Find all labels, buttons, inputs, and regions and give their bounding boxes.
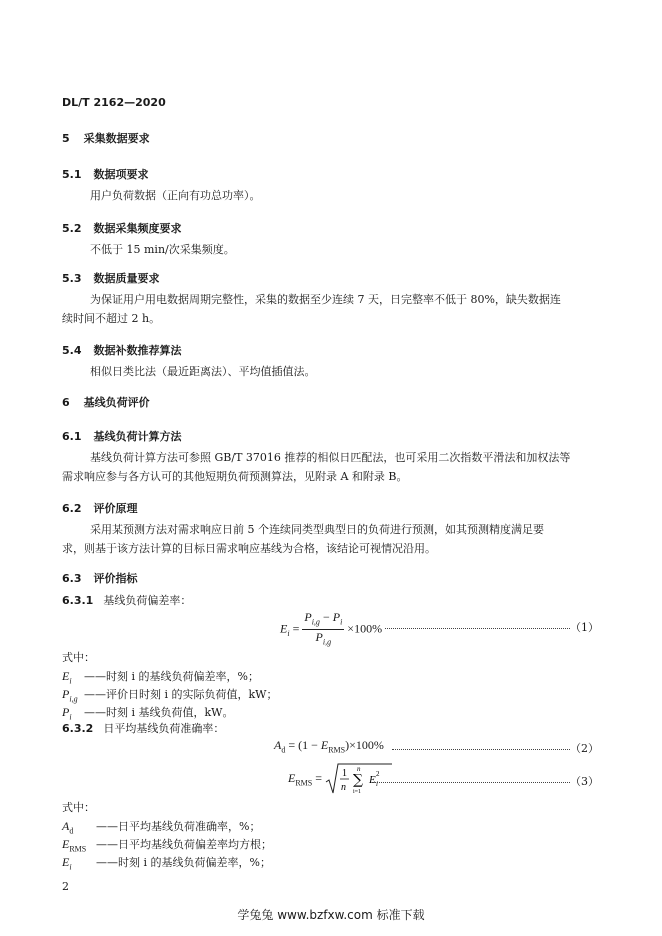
symbol-subscript: RMS — [69, 844, 87, 854]
svg-text:∑: ∑ — [353, 772, 364, 788]
section-number: 5 — [62, 132, 70, 145]
symbol: E — [62, 855, 70, 869]
section-title: 基线负荷计算方法 — [93, 430, 182, 443]
section-5-1-body: 用户负荷数据（正向有功总功率）。 — [90, 189, 261, 202]
section-5-2-heading — [62, 220, 182, 236]
section-number: 5.2 — [62, 222, 82, 235]
section-6-2-body-line1: 采用某预测方法对需求响应日前 5 个连续同类型典型日的负荷进行预测，如其预测精度满足要 — [90, 523, 544, 536]
symbol-description: ——时刻 i 的基线负荷偏差率，%； — [96, 856, 271, 869]
equation-1-label: （1） — [570, 621, 599, 634]
page-number: 2 — [62, 880, 69, 893]
symbol-subscript: i — [69, 676, 72, 686]
svg-text:E: E — [369, 774, 376, 786]
section-6-3-1-heading — [62, 592, 191, 608]
section-5-4-heading — [62, 342, 182, 358]
section-6-1-body-line1: 基线负荷计算方法可参照 GB/T 37016 推荐的相似日匹配法，也可采用二次指数平滑法和加权法等 — [90, 451, 571, 464]
section-title: 基线负荷偏差率： — [103, 594, 192, 607]
symbol: P — [62, 705, 70, 719]
section-title: 采集数据要求 — [83, 132, 150, 145]
section-number: 6.1 — [62, 430, 82, 443]
svg-text:n: n — [341, 782, 347, 793]
section-5-heading — [62, 130, 150, 146]
square-root-symbol — [325, 762, 393, 796]
equation-3-label: （3） — [570, 775, 599, 788]
where-2-item — [62, 852, 271, 877]
symbol-subscript: d — [69, 826, 74, 836]
section-title: 数据采集频度要求 — [93, 222, 182, 235]
symbol-description: ——日平均基线负荷准确率，%； — [96, 820, 261, 833]
section-6-1-heading — [62, 428, 182, 444]
section-title: 基线负荷评价 — [83, 396, 150, 409]
equation-2: $A_d = (1 - E_{RMS})\times 100\%$ — [274, 738, 384, 755]
equation-leader-dots — [372, 782, 570, 783]
section-number: 5.4 — [62, 344, 82, 357]
svg-text:i: i — [376, 780, 378, 788]
section-6-2-body-line2: 求，则基于该方法计算的目标日需求响应基线为合格，该结论可视情况沿用。 — [62, 542, 436, 555]
section-number: 6.3.2 — [62, 722, 94, 735]
footer-watermark: 学兔兔 www.bzfxw.com 标准下载 — [237, 908, 425, 922]
symbol-description: ——时刻 i 的基线负荷偏差率，%； — [84, 670, 259, 683]
where-2-title: 式中： — [62, 801, 95, 814]
section-number: 6.3.1 — [62, 594, 94, 607]
symbol-description: ——日平均基线负荷偏差率均方根； — [96, 838, 272, 851]
symbol: P — [62, 687, 70, 701]
equation-leader-dots — [392, 749, 570, 750]
section-title: 评价原理 — [93, 502, 138, 515]
section-5-2-body: 不低于 15 min/次采集频度。 — [90, 243, 235, 256]
section-number: 5.1 — [62, 168, 82, 181]
section-number: 5.3 — [62, 272, 82, 285]
section-5-3-body-line2: 续时间不超过 2 h。 — [62, 312, 161, 325]
section-title: 数据项要求 — [93, 168, 149, 181]
equation-leader-dots — [385, 628, 570, 629]
section-title: 数据补数推荐算法 — [93, 344, 182, 357]
equation-2-label: （2） — [570, 742, 599, 755]
symbol-subscript: i,g — [69, 694, 78, 704]
symbol: A — [62, 819, 70, 833]
symbol: E — [62, 837, 70, 851]
equation-1: $E_i$ = $\frac{P_{i,g} - P_i}{P_{i,g}}$ ×100% — [280, 610, 383, 647]
section-number: 6 — [62, 396, 70, 409]
symbol-subscript: i — [69, 862, 72, 872]
standard-number: DL/T 2162—2020 — [62, 96, 166, 109]
section-5-4-body: 相似日类比法（最近距离法）、平均值插值法。 — [90, 365, 316, 378]
symbol-description: ——评价日时刻 i 的实际负荷值，kW； — [84, 688, 278, 701]
svg-text:i=1: i=1 — [353, 789, 362, 795]
svg-text:2: 2 — [376, 770, 380, 778]
symbol: E — [62, 669, 70, 683]
section-5-3-body-line1: 为保证用户用电数据周期完整性，采集的数据至少连续 7 天，日完整率不低于 80%，缺失数据连 — [90, 293, 561, 306]
section-5-1-heading — [62, 166, 149, 182]
section-6-3-heading — [62, 570, 138, 586]
section-6-3-2-heading — [62, 720, 224, 736]
section-6-heading — [62, 394, 150, 410]
section-5-3-heading — [62, 270, 160, 286]
symbol-subscript: i — [69, 712, 72, 722]
section-6-1-body-line2: 需求响应参与各方认可的其他短期负荷预测算法，见附录 A 和附录 B。 — [62, 470, 408, 483]
svg-text:1: 1 — [342, 768, 348, 779]
svg-text:n: n — [357, 765, 361, 773]
section-title: 数据质量要求 — [93, 272, 160, 285]
symbol-description: ——时刻 i 基线负荷值，kW。 — [84, 706, 234, 719]
section-number: 6.3 — [62, 572, 82, 585]
where-1-title: 式中： — [62, 651, 95, 664]
section-6-2-heading — [62, 500, 138, 516]
section-title: 日平均基线负荷准确率： — [103, 722, 225, 735]
section-title: 评价指标 — [93, 572, 138, 585]
section-number: 6.2 — [62, 502, 82, 515]
equation-3: $E_{RMS}$ = 1 n n ∑ i=1 E i 2 — [288, 762, 393, 796]
